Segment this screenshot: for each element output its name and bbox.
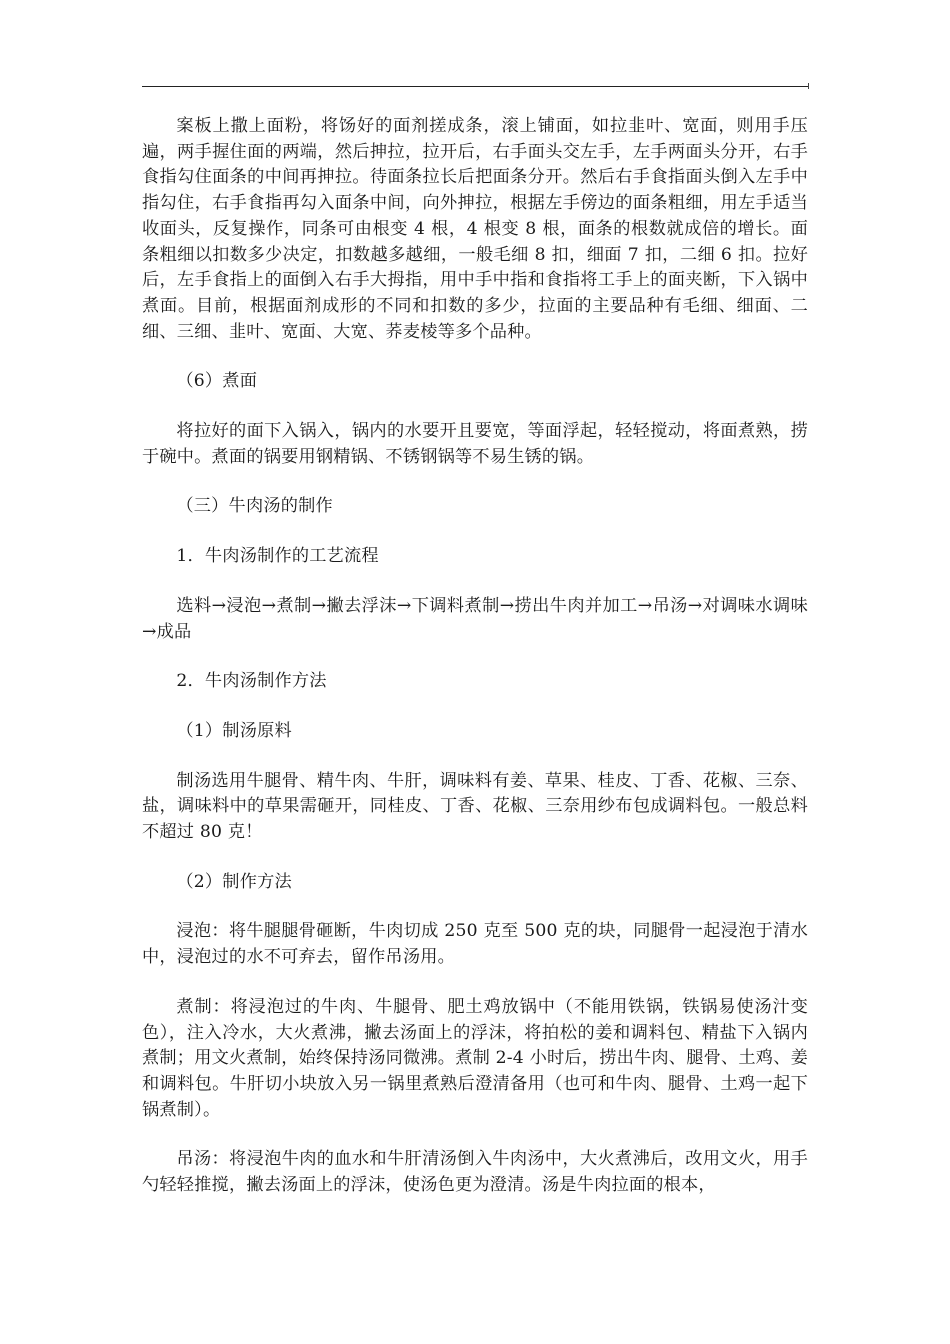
paragraph-boil-noodles: 将拉好的面下入锅入，锅内的水要开且要宽，等面浮起，轻轻搅动，将面煮熟，捞于碗中。煮面的锅要用钢精锅、不锈钢锅等不易生锈的锅。 [142, 421, 808, 467]
heading-making-method: （2）制作方法 [176, 871, 292, 892]
paragraph-soup-process: 选料→浸泡→煮制→撇去浮沫→下调料煮制→捞出牛肉并加工→吊汤→对调味水调味→成品 [142, 595, 808, 642]
paragraph-clarifying: 吊汤：将浸泡牛肉的血水和牛肝清汤倒入牛肉汤中，大火煮沸后，改用文火，用手勺轻轻推搅，撇去汤面上的浮沫，使汤色更为澄清。汤是牛肉拉面的根本， [142, 1149, 808, 1196]
paragraph-soup-ingredients: 制汤选用牛腿骨、精牛肉、牛肝，调味料有姜、草果、桂皮、丁香、花椒、三奈、盐，调味料中的草果需砸开，同桂皮、丁香、花椒、三奈用纱布包成调料包。一般总料不超过 80 克！ [142, 770, 808, 843]
document-body [142, 114, 808, 1223]
heading-soup-process: 1．牛肉汤制作的工艺流程 [176, 546, 379, 567]
header-tick [808, 83, 809, 89]
heading-soup-method: 2．牛肉汤制作方法 [176, 671, 327, 692]
heading-soup-ingredients: （1）制汤原料 [176, 720, 292, 741]
heading-boil-noodles: （6）煮面 [176, 371, 258, 392]
header-rule [142, 86, 808, 87]
paragraph-noodle-pulling: 案板上撒上面粉，将饧好的面剂搓成条，滚上铺面，如拉韭叶、宽面，则用手压遍，两手握住面的两端，然后抻拉，拉开后，右手面头交左手，左手两面头分开，右手食指勾住面条的中间再抻拉。待面条拉长后把面条分开。然后右手食指面头倒入左手中指勾住，右手食指再勾入面条中间，向外抻拉，根据左手傍边的面条粗细，用左手适当收面头，反复操作，同条可由根变 4 根，4 根变 8 根，面条的根数就成倍的增长。面条粗细以扣数多少决定，扣数越多越细，一般毛细 8 扣，细面 7 扣，二细 6 扣。拉好后，左手食指上的面倒入右手大拇指，用中手中指和食指将工手上的面夹断，下入锅中煮面。目前，根据面剂成形的不同和扣数的多少，拉面的主要品种有毛细、细面、二细、三细、韭叶、宽面、大宽、荞麦棱等多个品种。 [142, 116, 808, 342]
heading-beef-soup: （三）牛肉汤的制作 [176, 496, 333, 517]
paragraph-boiling: 煮制：将浸泡过的牛肉、牛腿骨、肥土鸡放锅中（不能用铁锅，铁锅易使汤汁变色），注入冷水，大火煮沸，撇去汤面上的浮沫，将拍松的姜和调料包、精盐下入锅内煮制；用文火煮制，始终保持汤同微沸。煮制 2-4 小时后，捞出牛肉、腿骨、土鸡、姜和调料包。牛肝切小块放入另一锅里煮熟后澄清备用（也可和牛肉、腿骨、土鸡一起下锅煮制）。 [142, 996, 808, 1120]
paragraph-soaking: 浸泡：将牛腿腿骨砸断，牛肉切成 250 克至 500 克的块，同腿骨一起浸泡于清水中，浸泡过的水不可弃去，留作吊汤用。 [142, 921, 808, 968]
